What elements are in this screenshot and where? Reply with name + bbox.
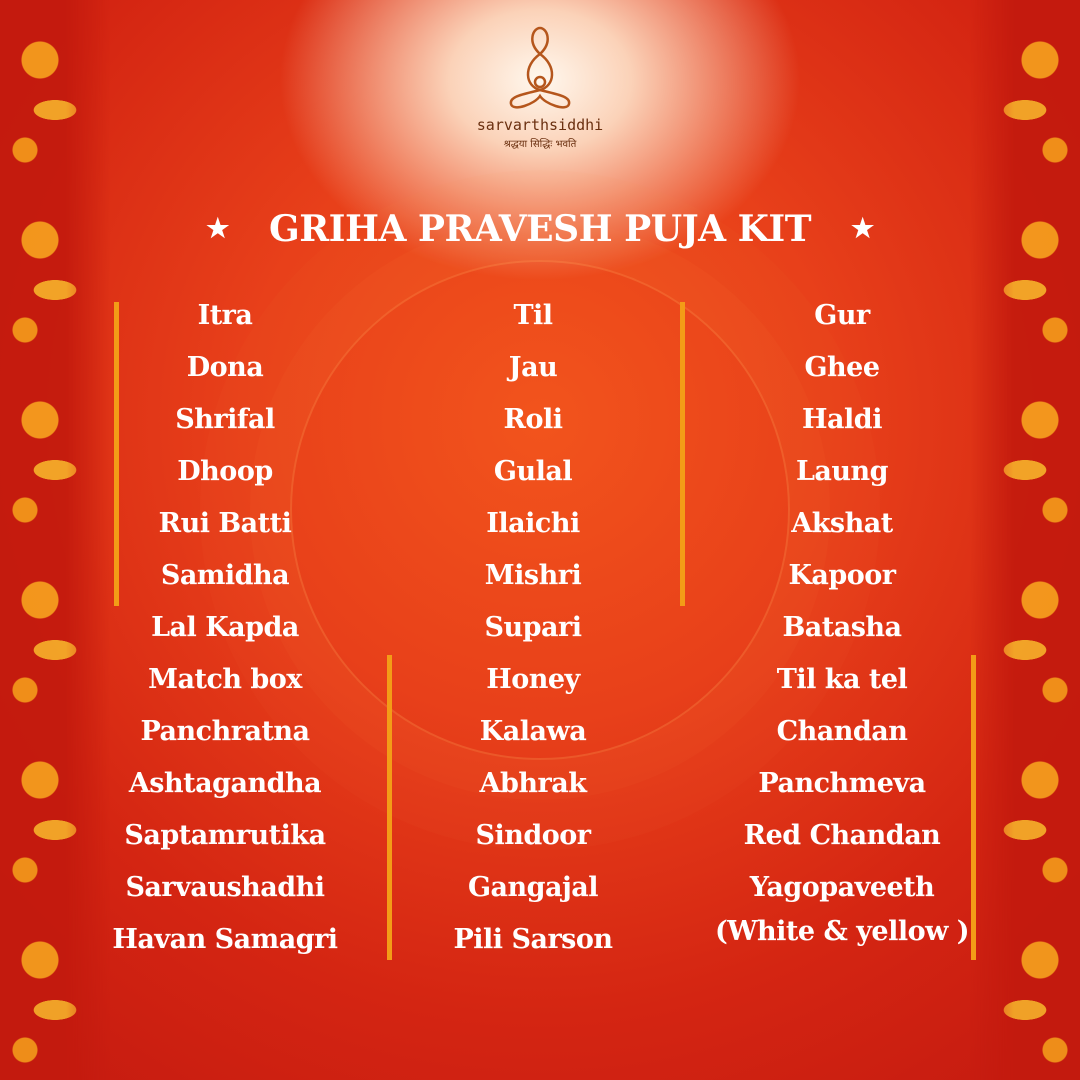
kit-item: Mishri [484,560,582,591]
kit-item: Rui Batti [158,508,292,539]
kit-item: Roli [503,404,563,435]
kit-item: Laung [795,456,889,487]
kit-item: Saptamrutika [124,820,326,851]
kit-item: Til [513,300,553,331]
kit-item: Batasha [782,612,902,643]
kit-item: Chandan [776,716,908,747]
item-column-1 [75,296,375,972]
kit-item: Red Chandan [743,820,941,851]
kit-item: Dona [186,352,264,383]
kit-item: Lal Kapda [151,612,299,643]
kit-item: Jau [508,352,558,383]
kit-item: Sarvaushadhi [125,872,325,903]
kit-item: Panchratna [140,716,310,747]
kit-item: Haldi [802,404,882,435]
kit-item: Ghee [804,352,880,383]
kit-item: (White & yellow ) [714,916,970,947]
star-icon: ★ [851,214,874,244]
kit-item: Gangajal [467,872,599,903]
kit-item: Supari [484,612,582,643]
brand-name: sarvarthsiddhi [476,116,604,134]
kit-item: Honey [486,664,580,695]
kit-item: Yagopaveeth [749,872,935,903]
kit-item: Gur [814,300,870,331]
kit-item: Til ka tel [776,664,908,695]
logo [470,24,610,150]
item-column-2 [383,296,683,972]
kit-item: Gulal [493,456,573,487]
kit-item: Shrifal [175,404,275,435]
kit-item: Ilaichi [486,508,580,539]
brand-tagline: श्रद्धया सिद्धिः भवति [503,139,577,150]
kit-item: Sindoor [475,820,591,851]
kit-item: Abhrak [479,768,587,799]
kit-item: Havan Samagri [112,924,338,955]
kit-item: Match box [148,664,302,695]
kit-item: Dhoop [177,456,273,487]
kit-item: Kalawa [479,716,587,747]
kit-item: Pili Sarson [453,924,613,955]
kit-item: Kapoor [788,560,896,591]
kit-item: Akshat [791,508,893,539]
page-title [0,208,1080,250]
kit-item: Itra [197,300,253,331]
star-icon: ★ [206,214,229,244]
kit-item: Samidha [160,560,290,591]
kit-item: Ashtagandha [128,768,322,799]
kit-item: Panchmeva [758,768,926,799]
title-text: GRIHA PRAVESH PUJA KIT [268,208,812,250]
item-column-3 [692,296,992,964]
meditation-logo-icon [505,24,575,114]
